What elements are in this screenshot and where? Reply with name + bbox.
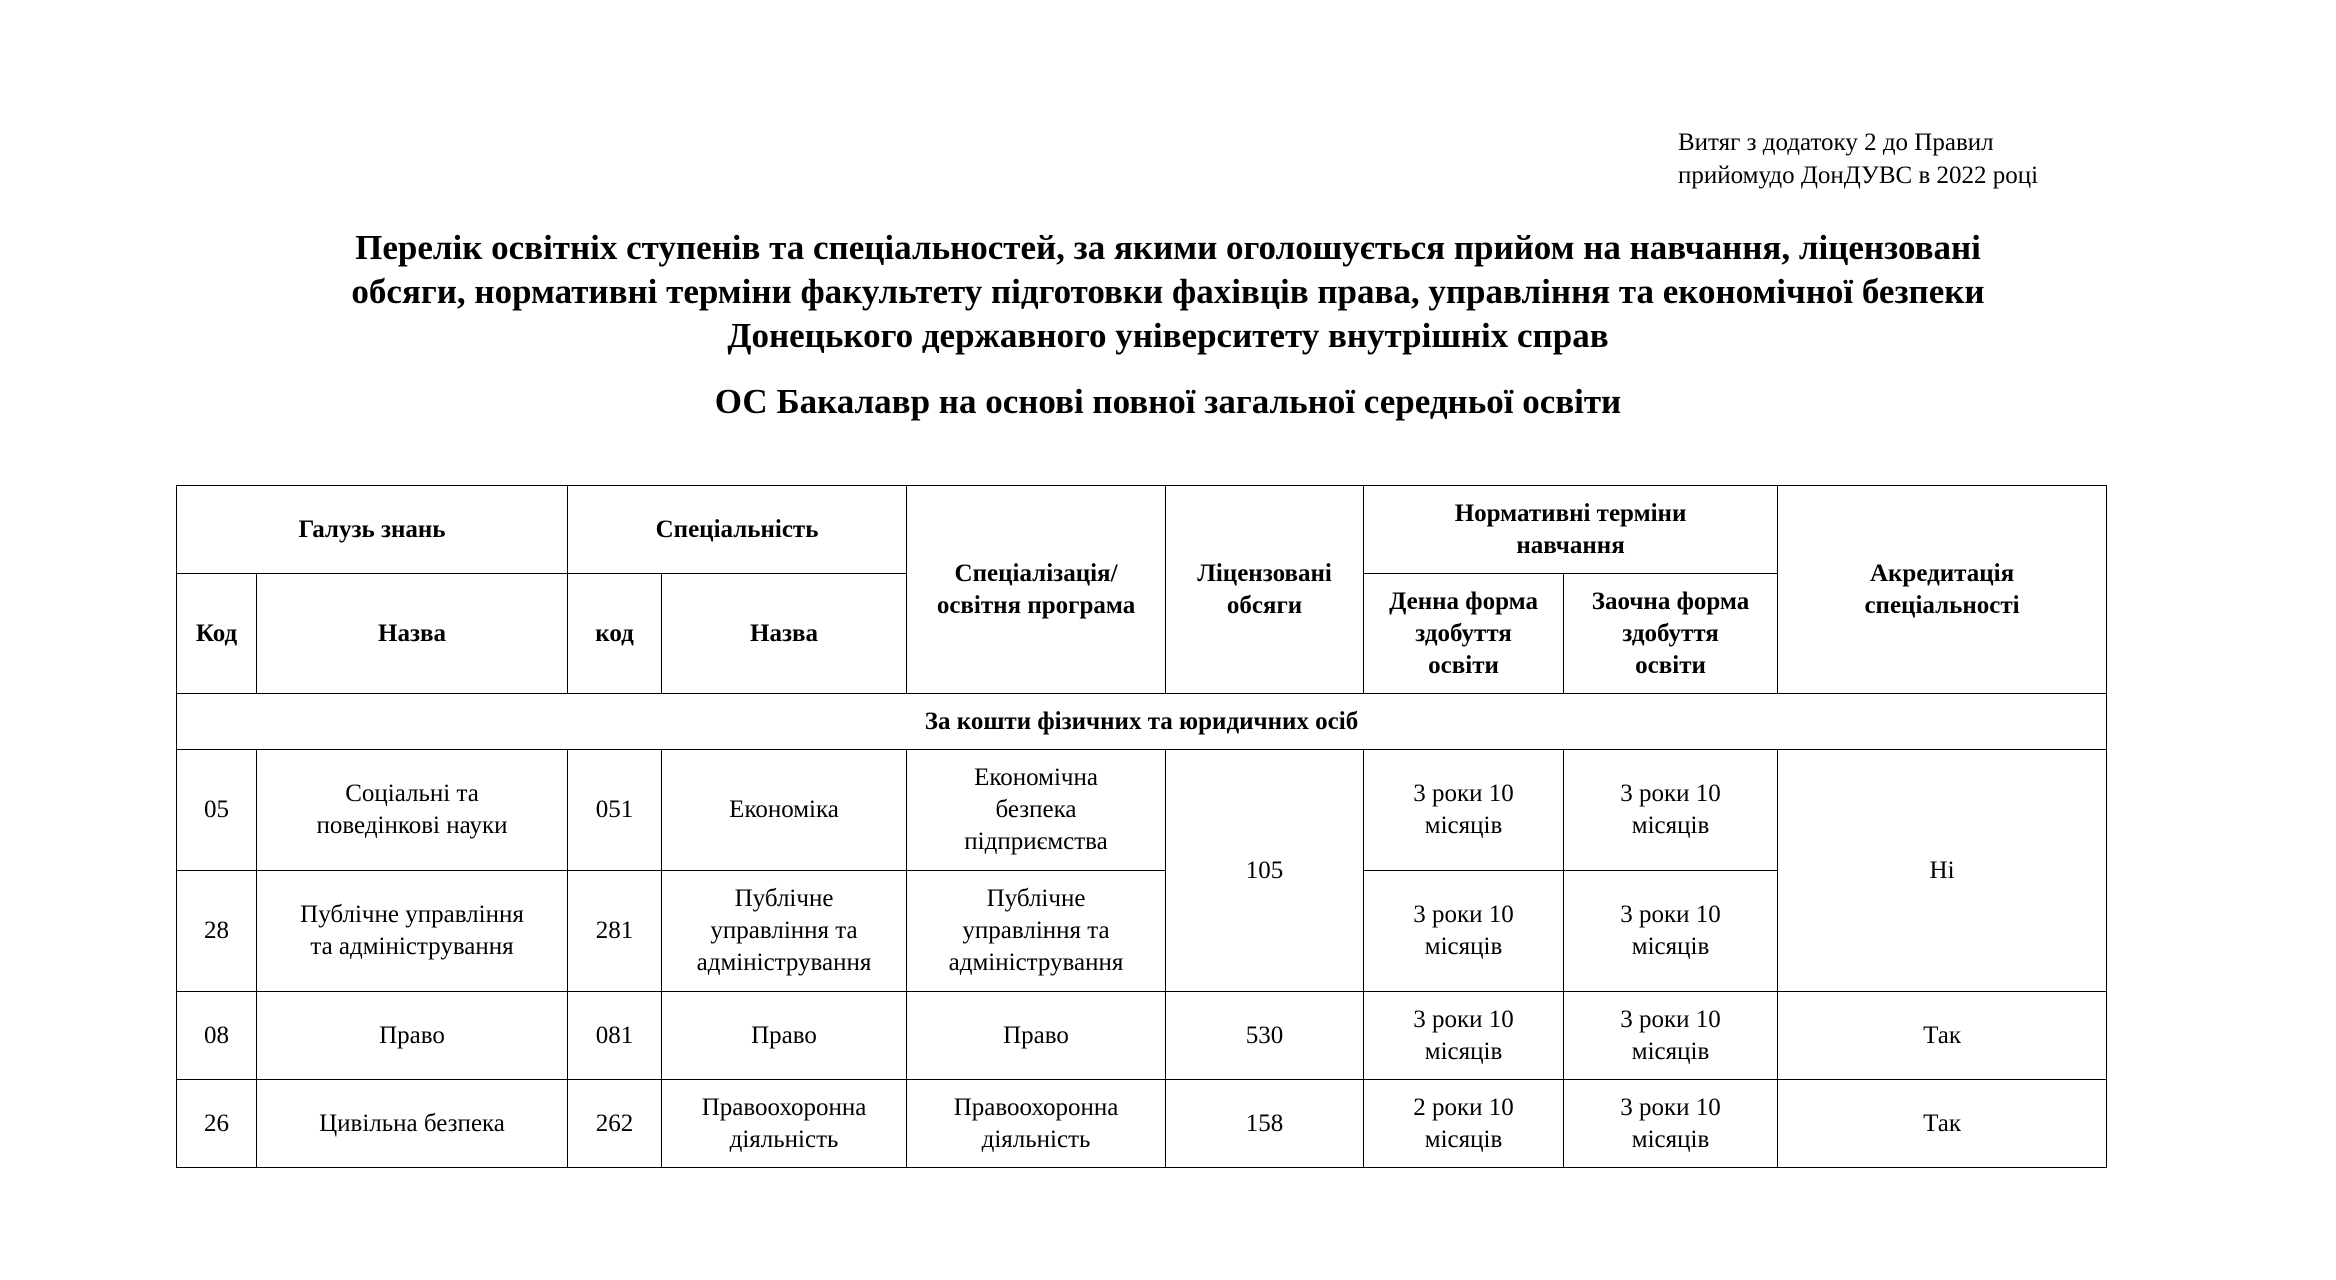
field-code-cell: 08	[177, 992, 257, 1080]
spec-name-cell: Право	[662, 992, 907, 1080]
day-term-cell: 3 роки 10 місяців	[1364, 871, 1564, 992]
field-code-cell: 28	[177, 871, 257, 992]
day-term-cell: 3 роки 10 місяців	[1364, 750, 1564, 871]
program-cell: Право	[907, 992, 1166, 1080]
spec-name-cell: Економіка	[662, 750, 907, 871]
spec-code-cell: 262	[568, 1080, 662, 1168]
day-term-cell: 3 роки 10 місяців	[1364, 992, 1564, 1080]
licensed-cell: 158	[1166, 1080, 1364, 1168]
field-name-cell: Цивільна безпека	[257, 1080, 568, 1168]
accreditation-cell: Так	[1778, 1080, 2107, 1168]
table-row	[177, 992, 2107, 1080]
program-cell: Економічна безпека підприємства	[907, 750, 1166, 871]
spec-name-cell: Правоохоронна діяльність	[662, 1080, 907, 1168]
section-row	[177, 694, 2107, 750]
spec-code-cell: 051	[568, 750, 662, 871]
field-name-cell: Право	[257, 992, 568, 1080]
part-term-cell: 3 роки 10 місяців	[1564, 1080, 1778, 1168]
table-row	[177, 750, 2107, 871]
title-line: Донецького державного університету внутрішніх справ	[727, 316, 1609, 355]
header-part-form: Заочна форма здобуття освіти	[1564, 574, 1778, 694]
admissions-table	[176, 485, 2107, 1168]
header-licensed: Ліцензовані обсяги	[1166, 486, 1364, 694]
part-term-cell: 3 роки 10 місяців	[1564, 750, 1778, 871]
note-line: Витяг з додатоку 2 до Правил	[1678, 129, 1994, 156]
field-code-cell: 26	[177, 1080, 257, 1168]
header-row	[177, 486, 2107, 574]
licensed-cell: 105	[1166, 750, 1364, 992]
accreditation-cell: Так	[1778, 992, 2107, 1080]
document-subtitle: ОС Бакалавр на основі повної загальної середньої освіти	[714, 382, 1622, 421]
part-term-cell: 3 роки 10 місяців	[1564, 871, 1778, 992]
header-field: Галузь знань	[177, 486, 568, 574]
accreditation-cell: Ні	[1778, 750, 2107, 992]
part-term-cell: 3 роки 10 місяців	[1564, 992, 1778, 1080]
document-title	[120, 226, 2216, 358]
header-field-code: Код	[177, 574, 257, 694]
field-name-cell: Соціальні та поведінкові науки	[257, 750, 568, 871]
program-cell: Правоохоронна діяльність	[907, 1080, 1166, 1168]
note-line: прийомудо ДонДУВС в 2022 році	[1678, 162, 2039, 189]
title-line: обсяги, нормативні терміни факультету підготовки фахівців права, управління та економічної безпеки	[351, 272, 1985, 311]
spec-code-cell: 281	[568, 871, 662, 992]
field-code-cell: 05	[177, 750, 257, 871]
header-spec-name: Назва	[662, 574, 907, 694]
field-name-cell: Публічне управління та адміністрування	[257, 871, 568, 992]
header-field-name: Назва	[257, 574, 568, 694]
header-specialty: Спеціальність	[568, 486, 907, 574]
licensed-cell: 530	[1166, 992, 1364, 1080]
spec-name-cell: Публічне управління та адміністрування	[662, 871, 907, 992]
document-note	[1678, 126, 2038, 192]
header-spec-code: код	[568, 574, 662, 694]
header-specialization: Спеціалізація/ освітня програма	[907, 486, 1166, 694]
title-line: Перелік освітніх ступенів та спеціальностей, за якими оголошується прийом на навчання, ліцензовані	[355, 228, 1981, 267]
header-terms: Нормативні терміни навчання	[1364, 486, 1778, 574]
table-row	[177, 1080, 2107, 1168]
header-day-form: Денна форма здобуття освіти	[1364, 574, 1564, 694]
program-cell: Публічне управління та адміністрування	[907, 871, 1166, 992]
section-label: За кошти фізичних та юридичних осіб	[177, 694, 2107, 750]
day-term-cell: 2 роки 10 місяців	[1364, 1080, 1564, 1168]
spec-code-cell: 081	[568, 992, 662, 1080]
header-accreditation: Акредитація спеціальності	[1778, 486, 2107, 694]
